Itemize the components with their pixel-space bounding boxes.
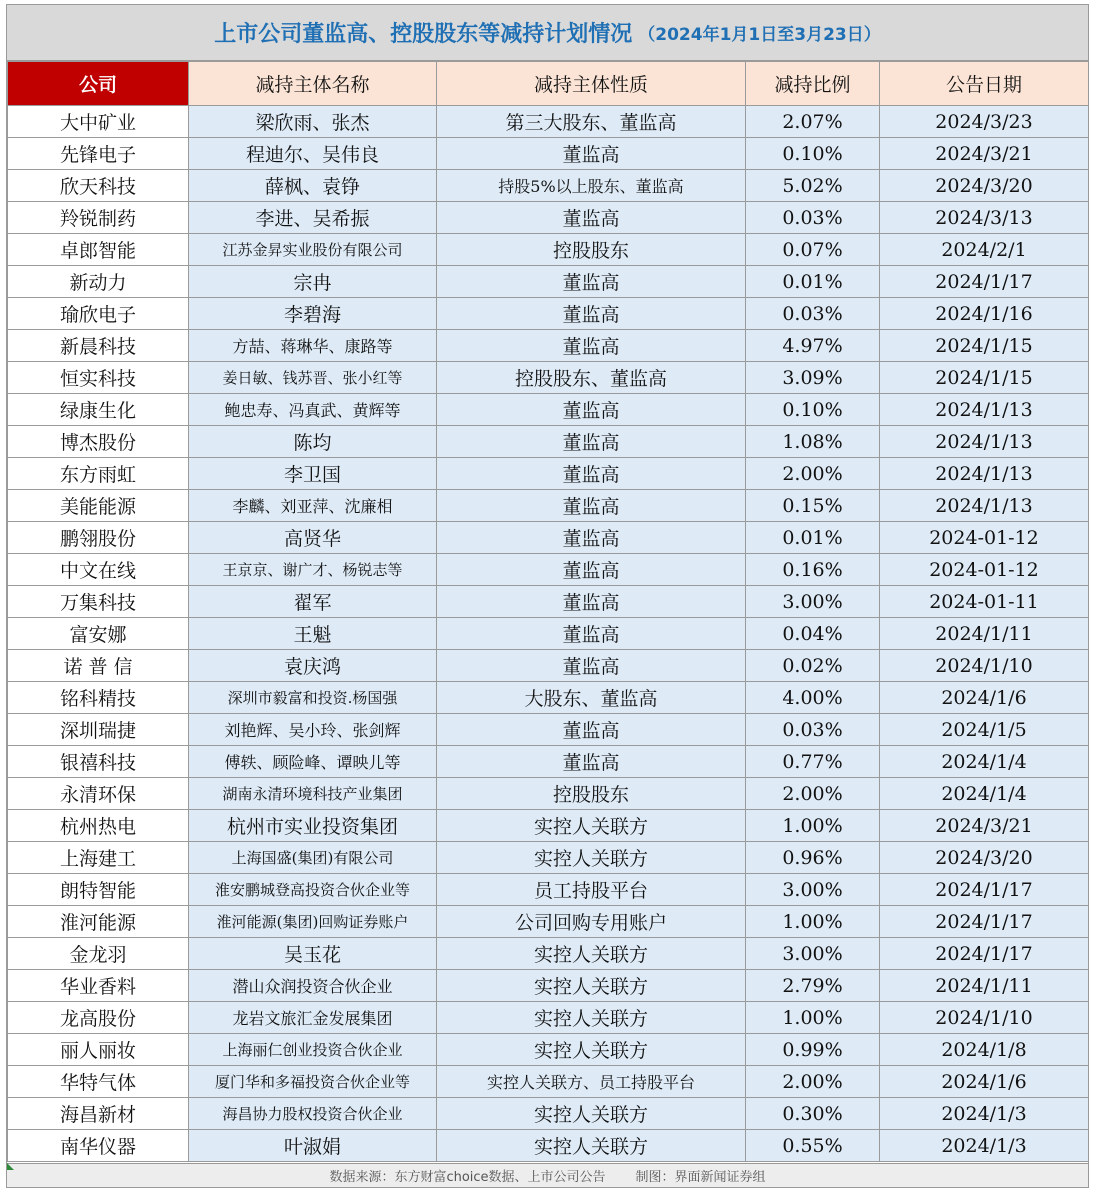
entity-type-cell[interactable]: 实控人关联方 — [437, 1098, 746, 1130]
entity-name-cell[interactable]: 厦门华和多福投资合伙企业等 — [189, 1066, 437, 1098]
footer-source — [7, 1163, 1088, 1187]
table-row — [8, 1034, 1089, 1066]
entity-type-cell[interactable]: 控股股东 — [437, 234, 746, 266]
date-cell[interactable]: 2024/1/13 — [880, 458, 1089, 490]
entity-type-cell[interactable]: 持股5%以上股东、董监高 — [437, 170, 746, 202]
entity-name-cell[interactable]: 李卫国 — [189, 458, 437, 490]
company-cell[interactable]: 朗特智能 — [8, 874, 189, 906]
entity-name-cell[interactable]: 程迪尔、吴伟良 — [189, 138, 437, 170]
table-row — [8, 682, 1089, 714]
ratio-cell[interactable]: 1.00% — [746, 906, 880, 938]
ratio-cell[interactable]: 0.16% — [746, 554, 880, 586]
entity-type-cell[interactable]: 董监高 — [437, 746, 746, 778]
table-row — [8, 522, 1089, 554]
ratio-cell[interactable]: 0.01% — [746, 522, 880, 554]
entity-type-cell[interactable]: 公司回购专用账户 — [437, 906, 746, 938]
ratio-cell[interactable]: 0.03% — [746, 202, 880, 234]
table-row — [8, 202, 1089, 234]
entity-type-cell[interactable]: 董监高 — [437, 266, 746, 298]
table-row — [8, 714, 1089, 746]
company-cell[interactable]: 欣天科技 — [8, 170, 189, 202]
date-cell[interactable]: 2024/1/13 — [880, 426, 1089, 458]
header-ratio[interactable]: 减持比例 — [746, 62, 880, 106]
entity-name-cell[interactable]: 上海国盛(集团)有限公司 — [189, 842, 437, 874]
ratio-cell[interactable]: 1.08% — [746, 426, 880, 458]
company-cell[interactable]: 大中矿业 — [8, 106, 189, 138]
ratio-cell[interactable]: 4.97% — [746, 330, 880, 362]
entity-name-cell[interactable]: 薛枫、袁铮 — [189, 170, 437, 202]
entity-type-cell[interactable]: 实控人关联方 — [437, 1034, 746, 1066]
date-cell[interactable]: 2024/3/23 — [880, 106, 1089, 138]
company-cell[interactable]: 上海建工 — [8, 842, 189, 874]
company-cell[interactable]: 中文在线 — [8, 554, 189, 586]
company-cell[interactable]: 美能能源 — [8, 490, 189, 522]
company-cell[interactable]: 深圳瑞捷 — [8, 714, 189, 746]
table-row — [8, 458, 1089, 490]
ratio-cell[interactable]: 0.03% — [746, 298, 880, 330]
title-bar — [7, 5, 1088, 61]
table-row — [8, 234, 1089, 266]
spreadsheet-sheet — [6, 4, 1089, 1188]
company-cell[interactable]: 博杰股份 — [8, 426, 189, 458]
table-row — [8, 362, 1089, 394]
table-row — [8, 810, 1089, 842]
ratio-cell[interactable]: 1.00% — [746, 810, 880, 842]
entity-type-cell[interactable]: 董监高 — [437, 202, 746, 234]
date-cell[interactable]: 2024/1/15 — [880, 330, 1089, 362]
entity-type-cell[interactable]: 董监高 — [437, 458, 746, 490]
entity-name-cell[interactable]: 方喆、蒋琳华、康路等 — [189, 330, 437, 362]
table-row — [8, 1066, 1089, 1098]
company-cell[interactable]: 永清环保 — [8, 778, 189, 810]
date-cell[interactable]: 2024/1/3 — [880, 1098, 1089, 1130]
company-cell[interactable]: 诺 普 信 — [8, 650, 189, 682]
table-row — [8, 170, 1089, 202]
date-cell[interactable]: 2024-01-12 — [880, 522, 1089, 554]
entity-name-cell[interactable]: 吴玉花 — [189, 938, 437, 970]
entity-name-cell[interactable]: 李碧海 — [189, 298, 437, 330]
header-entity-name[interactable]: 减持主体名称 — [189, 62, 437, 106]
company-cell[interactable]: 鹏翎股份 — [8, 522, 189, 554]
ratio-cell[interactable]: 2.00% — [746, 458, 880, 490]
company-cell[interactable]: 海昌新材 — [8, 1098, 189, 1130]
entity-type-cell[interactable]: 董监高 — [437, 714, 746, 746]
company-cell[interactable]: 羚锐制药 — [8, 202, 189, 234]
date-cell[interactable]: 2024/1/17 — [880, 938, 1089, 970]
date-cell[interactable]: 2024/1/6 — [880, 1066, 1089, 1098]
ratio-cell[interactable]: 0.30% — [746, 1098, 880, 1130]
entity-name-cell[interactable]: 深圳市毅富和投资.杨国强 — [189, 682, 437, 714]
entity-type-cell[interactable]: 实控人关联方 — [437, 1130, 746, 1162]
company-cell[interactable]: 金龙羽 — [8, 938, 189, 970]
entity-name-cell[interactable]: 淮安鹏城登高投资合伙企业等 — [189, 874, 437, 906]
ratio-cell[interactable]: 0.77% — [746, 746, 880, 778]
header-row — [8, 62, 1089, 106]
ratio-cell[interactable]: 3.00% — [746, 874, 880, 906]
date-cell[interactable]: 2024/1/11 — [880, 618, 1089, 650]
entity-name-cell[interactable]: 上海丽仁创业投资合伙企业 — [189, 1034, 437, 1066]
entity-name-cell[interactable]: 王魁 — [189, 618, 437, 650]
date-cell[interactable]: 2024/2/1 — [880, 234, 1089, 266]
table-row — [8, 330, 1089, 362]
ratio-cell[interactable]: 0.55% — [746, 1130, 880, 1162]
company-cell[interactable]: 万集科技 — [8, 586, 189, 618]
ratio-cell[interactable]: 0.03% — [746, 714, 880, 746]
ratio-cell[interactable]: 3.00% — [746, 938, 880, 970]
entity-name-cell[interactable]: 姜日敏、钱苏晋、张小红等 — [189, 362, 437, 394]
date-cell[interactable]: 2024/1/5 — [880, 714, 1089, 746]
date-cell[interactable]: 2024/3/20 — [880, 842, 1089, 874]
table-row — [8, 394, 1089, 426]
company-cell[interactable]: 龙高股份 — [8, 1002, 189, 1034]
entity-type-cell[interactable]: 董监高 — [437, 618, 746, 650]
entity-name-cell[interactable]: 江苏金昇实业股份有限公司 — [189, 234, 437, 266]
date-cell[interactable]: 2024/1/16 — [880, 298, 1089, 330]
date-cell[interactable]: 2024/1/10 — [880, 650, 1089, 682]
entity-name-cell[interactable]: 袁庆鸿 — [189, 650, 437, 682]
entity-name-cell[interactable]: 潜山众润投资合伙企业 — [189, 970, 437, 1002]
entity-name-cell[interactable]: 湖南永清环境科技产业集团 — [189, 778, 437, 810]
entity-name-cell[interactable]: 宗冉 — [189, 266, 437, 298]
ratio-cell[interactable]: 0.02% — [746, 650, 880, 682]
company-cell[interactable]: 卓郎智能 — [8, 234, 189, 266]
ratio-cell[interactable]: 5.02% — [746, 170, 880, 202]
entity-name-cell[interactable]: 叶淑娟 — [189, 1130, 437, 1162]
entity-type-cell[interactable]: 员工持股平台 — [437, 874, 746, 906]
company-cell[interactable]: 银禧科技 — [8, 746, 189, 778]
company-cell[interactable]: 淮河能源 — [8, 906, 189, 938]
ratio-cell[interactable]: 4.00% — [746, 682, 880, 714]
entity-type-cell[interactable]: 董监高 — [437, 394, 746, 426]
entity-name-cell[interactable]: 梁欣雨、张杰 — [189, 106, 437, 138]
header-company[interactable]: 公司 — [8, 62, 189, 106]
ratio-cell[interactable]: 0.07% — [746, 234, 880, 266]
table-row — [8, 1098, 1089, 1130]
table-row — [8, 842, 1089, 874]
date-cell[interactable]: 2024/3/20 — [880, 170, 1089, 202]
table-row — [8, 778, 1089, 810]
table-row — [8, 1130, 1089, 1162]
entity-name-cell[interactable]: 傅轶、顾险峰、谭映儿等 — [189, 746, 437, 778]
table-row — [8, 554, 1089, 586]
table-row — [8, 874, 1089, 906]
ratio-cell[interactable]: 0.10% — [746, 394, 880, 426]
entity-name-cell[interactable]: 刘艳辉、吴小玲、张剑辉 — [189, 714, 437, 746]
company-cell[interactable]: 恒实科技 — [8, 362, 189, 394]
entity-name-cell[interactable]: 龙岩文旅汇金发展集团 — [189, 1002, 437, 1034]
entity-type-cell[interactable]: 实控人关联方 — [437, 970, 746, 1002]
entity-type-cell[interactable]: 控股股东、董监高 — [437, 362, 746, 394]
table-row — [8, 298, 1089, 330]
entity-name-cell[interactable]: 李麟、刘亚萍、沈廉相 — [189, 490, 437, 522]
ratio-cell[interactable]: 0.96% — [746, 842, 880, 874]
table-row — [8, 426, 1089, 458]
table-row — [8, 746, 1089, 778]
entity-type-cell[interactable]: 董监高 — [437, 554, 746, 586]
entity-type-cell[interactable]: 董监高 — [437, 298, 746, 330]
entity-type-cell[interactable]: 实控人关联方、员工持股平台 — [437, 1066, 746, 1098]
company-cell[interactable]: 南华仪器 — [8, 1130, 189, 1162]
table-row — [8, 618, 1089, 650]
entity-name-cell[interactable]: 高贤华 — [189, 522, 437, 554]
entity-name-cell[interactable]: 海昌协力股权投资合伙企业 — [189, 1098, 437, 1130]
entity-type-cell[interactable]: 董监高 — [437, 138, 746, 170]
entity-type-cell[interactable]: 董监高 — [437, 330, 746, 362]
entity-name-cell[interactable]: 淮河能源(集团)回购证券账户 — [189, 906, 437, 938]
entity-type-cell[interactable]: 董监高 — [437, 490, 746, 522]
company-cell[interactable]: 华特气体 — [8, 1066, 189, 1098]
date-cell[interactable]: 2024/1/13 — [880, 394, 1089, 426]
date-cell[interactable]: 2024-01-12 — [880, 554, 1089, 586]
company-cell[interactable]: 绿康生化 — [8, 394, 189, 426]
ratio-cell[interactable]: 2.79% — [746, 970, 880, 1002]
date-cell[interactable]: 2024/1/17 — [880, 874, 1089, 906]
ratio-cell[interactable]: 0.15% — [746, 490, 880, 522]
entity-type-cell[interactable]: 控股股东 — [437, 778, 746, 810]
date-cell[interactable]: 2024-01-11 — [880, 586, 1089, 618]
date-cell[interactable]: 2024/1/4 — [880, 778, 1089, 810]
date-cell[interactable]: 2024/1/8 — [880, 1034, 1089, 1066]
entity-name-cell[interactable]: 翟军 — [189, 586, 437, 618]
title-date-range: （2024年1月1日至3月23日） — [638, 25, 881, 45]
company-cell[interactable]: 先锋电子 — [8, 138, 189, 170]
entity-type-cell[interactable]: 董监高 — [437, 426, 746, 458]
date-cell[interactable]: 2024/1/17 — [880, 906, 1089, 938]
entity-name-cell[interactable]: 王京京、谢广才、杨锐志等 — [189, 554, 437, 586]
company-cell[interactable]: 新晨科技 — [8, 330, 189, 362]
entity-name-cell[interactable]: 陈均 — [189, 426, 437, 458]
ratio-cell[interactable]: 0.01% — [746, 266, 880, 298]
entity-type-cell[interactable]: 董监高 — [437, 650, 746, 682]
table-row — [8, 970, 1089, 1002]
entity-type-cell[interactable]: 第三大股东、董监高 — [437, 106, 746, 138]
ratio-cell[interactable]: 2.00% — [746, 778, 880, 810]
company-cell[interactable]: 华业香料 — [8, 970, 189, 1002]
table-row — [8, 650, 1089, 682]
table-row — [8, 586, 1089, 618]
company-cell[interactable]: 杭州热电 — [8, 810, 189, 842]
company-cell[interactable]: 丽人丽妆 — [8, 1034, 189, 1066]
table-row — [8, 1002, 1089, 1034]
table-row — [8, 490, 1089, 522]
date-cell[interactable]: 2024/1/4 — [880, 746, 1089, 778]
footer-source-text: 数据来源：东方财富choice数据、上市公司公告 — [329, 1170, 606, 1185]
ratio-cell[interactable]: 2.00% — [746, 1066, 880, 1098]
date-cell[interactable]: 2024/1/15 — [880, 362, 1089, 394]
date-cell[interactable]: 2024/1/11 — [880, 970, 1089, 1002]
ratio-cell[interactable]: 3.09% — [746, 362, 880, 394]
ratio-cell[interactable]: 0.99% — [746, 1034, 880, 1066]
entity-type-cell[interactable]: 实控人关联方 — [437, 810, 746, 842]
ratio-cell[interactable]: 0.10% — [746, 138, 880, 170]
entity-name-cell[interactable]: 李进、吴希振 — [189, 202, 437, 234]
entity-name-cell[interactable]: 鲍忠寿、冯真武、黄辉等 — [189, 394, 437, 426]
date-cell[interactable]: 2024/3/21 — [880, 138, 1089, 170]
table-row — [8, 906, 1089, 938]
entity-type-cell[interactable]: 实控人关联方 — [437, 938, 746, 970]
company-cell[interactable]: 东方雨虹 — [8, 458, 189, 490]
date-cell[interactable]: 2024/3/13 — [880, 202, 1089, 234]
table-body — [8, 106, 1089, 1162]
entity-name-cell[interactable]: 杭州市实业投资集团 — [189, 810, 437, 842]
company-cell[interactable]: 瑜欣电子 — [8, 298, 189, 330]
header-date[interactable]: 公告日期 — [880, 62, 1089, 106]
company-cell[interactable]: 铭科精技 — [8, 682, 189, 714]
entity-type-cell[interactable]: 实控人关联方 — [437, 1002, 746, 1034]
cell-marker-icon — [7, 1163, 14, 1170]
company-cell[interactable]: 新动力 — [8, 266, 189, 298]
ratio-cell[interactable]: 3.00% — [746, 586, 880, 618]
ratio-cell[interactable]: 2.07% — [746, 106, 880, 138]
table-row — [8, 138, 1089, 170]
ratio-cell[interactable]: 0.04% — [746, 618, 880, 650]
ratio-cell[interactable]: 1.00% — [746, 1002, 880, 1034]
date-cell[interactable]: 2024/1/6 — [880, 682, 1089, 714]
date-cell[interactable]: 2024/1/13 — [880, 490, 1089, 522]
table-row — [8, 106, 1089, 138]
entity-type-cell[interactable]: 董监高 — [437, 586, 746, 618]
date-cell[interactable]: 2024/1/3 — [880, 1130, 1089, 1162]
date-cell[interactable]: 2024/1/17 — [880, 266, 1089, 298]
entity-type-cell[interactable]: 董监高 — [437, 522, 746, 554]
date-cell[interactable]: 2024/1/10 — [880, 1002, 1089, 1034]
table-row — [8, 266, 1089, 298]
entity-type-cell[interactable]: 实控人关联方 — [437, 842, 746, 874]
date-cell[interactable]: 2024/3/21 — [880, 810, 1089, 842]
page-title: 上市公司董监高、控股股东等减持计划情况 — [214, 22, 633, 47]
header-entity-type[interactable]: 减持主体性质 — [437, 62, 746, 106]
table-row — [8, 938, 1089, 970]
reduction-plan-table — [7, 61, 1089, 1162]
footer-credit-text: 制图：界面新闻证券组 — [635, 1170, 766, 1185]
entity-type-cell[interactable]: 大股东、董监高 — [437, 682, 746, 714]
company-cell[interactable]: 富安娜 — [8, 618, 189, 650]
